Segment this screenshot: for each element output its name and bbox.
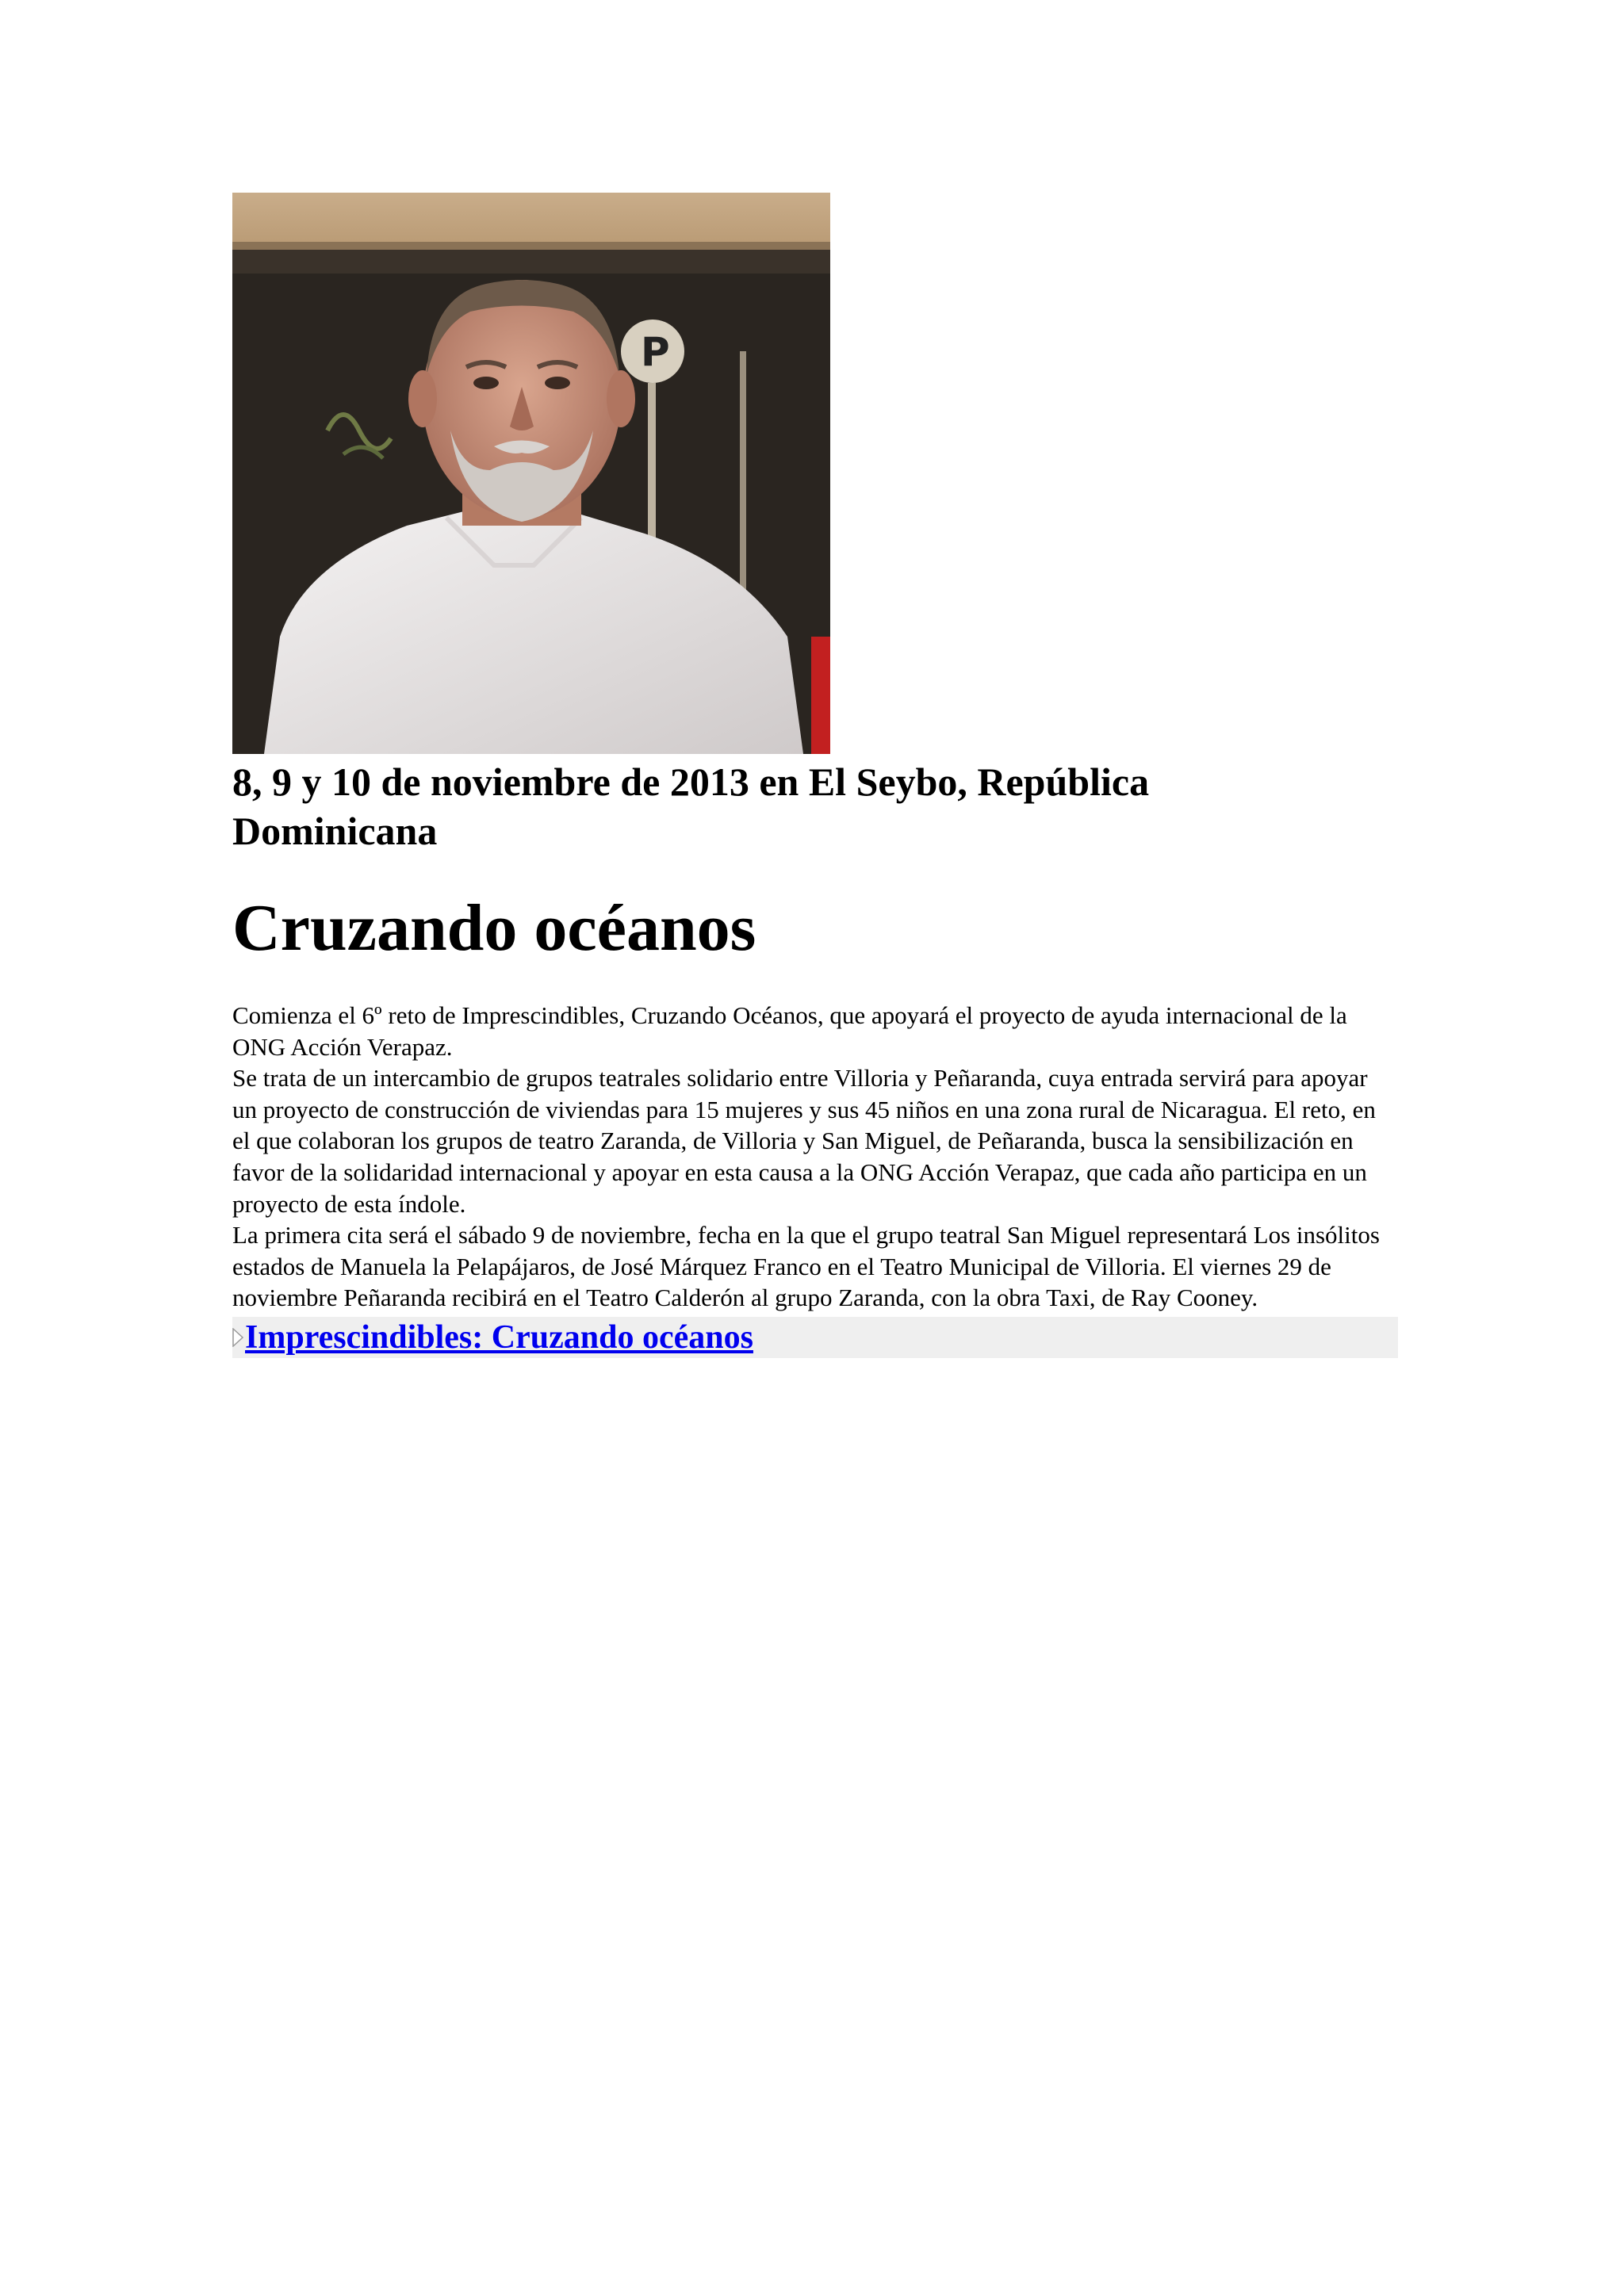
article-subtitle: 8, 9 y 10 de noviembre de 2013 en El Seybo, República Dominicana xyxy=(232,760,1150,853)
article-paragraph: Comienza el 6º reto de Imprescindibles, Cruzando Océanos, que apoyará el proyecto de ayuda internacional de la ONG Acción Verapaz. xyxy=(232,1001,1347,1061)
article-body xyxy=(232,1000,1398,1314)
related-link-bar xyxy=(232,1317,1398,1358)
svg-text:P: P xyxy=(641,329,670,375)
triangle-right-icon xyxy=(232,1328,243,1347)
article-title: Cruzando océanos xyxy=(232,891,756,965)
related-article-link[interactable]: Imprescindibles: Cruzando océanos xyxy=(245,1318,753,1356)
article-photo xyxy=(232,193,830,754)
portrait-image xyxy=(232,193,830,754)
article-page xyxy=(232,193,1398,1358)
article-paragraph: Se trata de un intercambio de grupos teatrales solidario entre Villoria y Peñaranda, cuya entrada servirá para apoyar un proyecto de construcción de viviendas para 15 mujeres y sus 45 niños en una zona rural de Nicaragua. El reto, en el que colaboran los grupos de teatro Zaranda, de Villoria y San Miguel, de Peñaranda, busca la sensibilización en favor de la solidaridad internacional y apoyar en esta causa a la ONG Acción Verapaz, que cada año participa en un proyecto de esta índole. xyxy=(232,1064,1376,1218)
article-paragraph: La primera cita será el sábado 9 de noviembre, fecha en la que el grupo teatral San Miguel representará Los insólitos estados de Manuela la Pelapájaros, de José Márquez Franco en el Teatro Municipal de Villoria. El viernes 29 de noviembre Peñaranda recibirá en el Teatro Calderón al grupo Zaranda, con la obra Taxi, de Ray Cooney. xyxy=(232,1221,1380,1312)
